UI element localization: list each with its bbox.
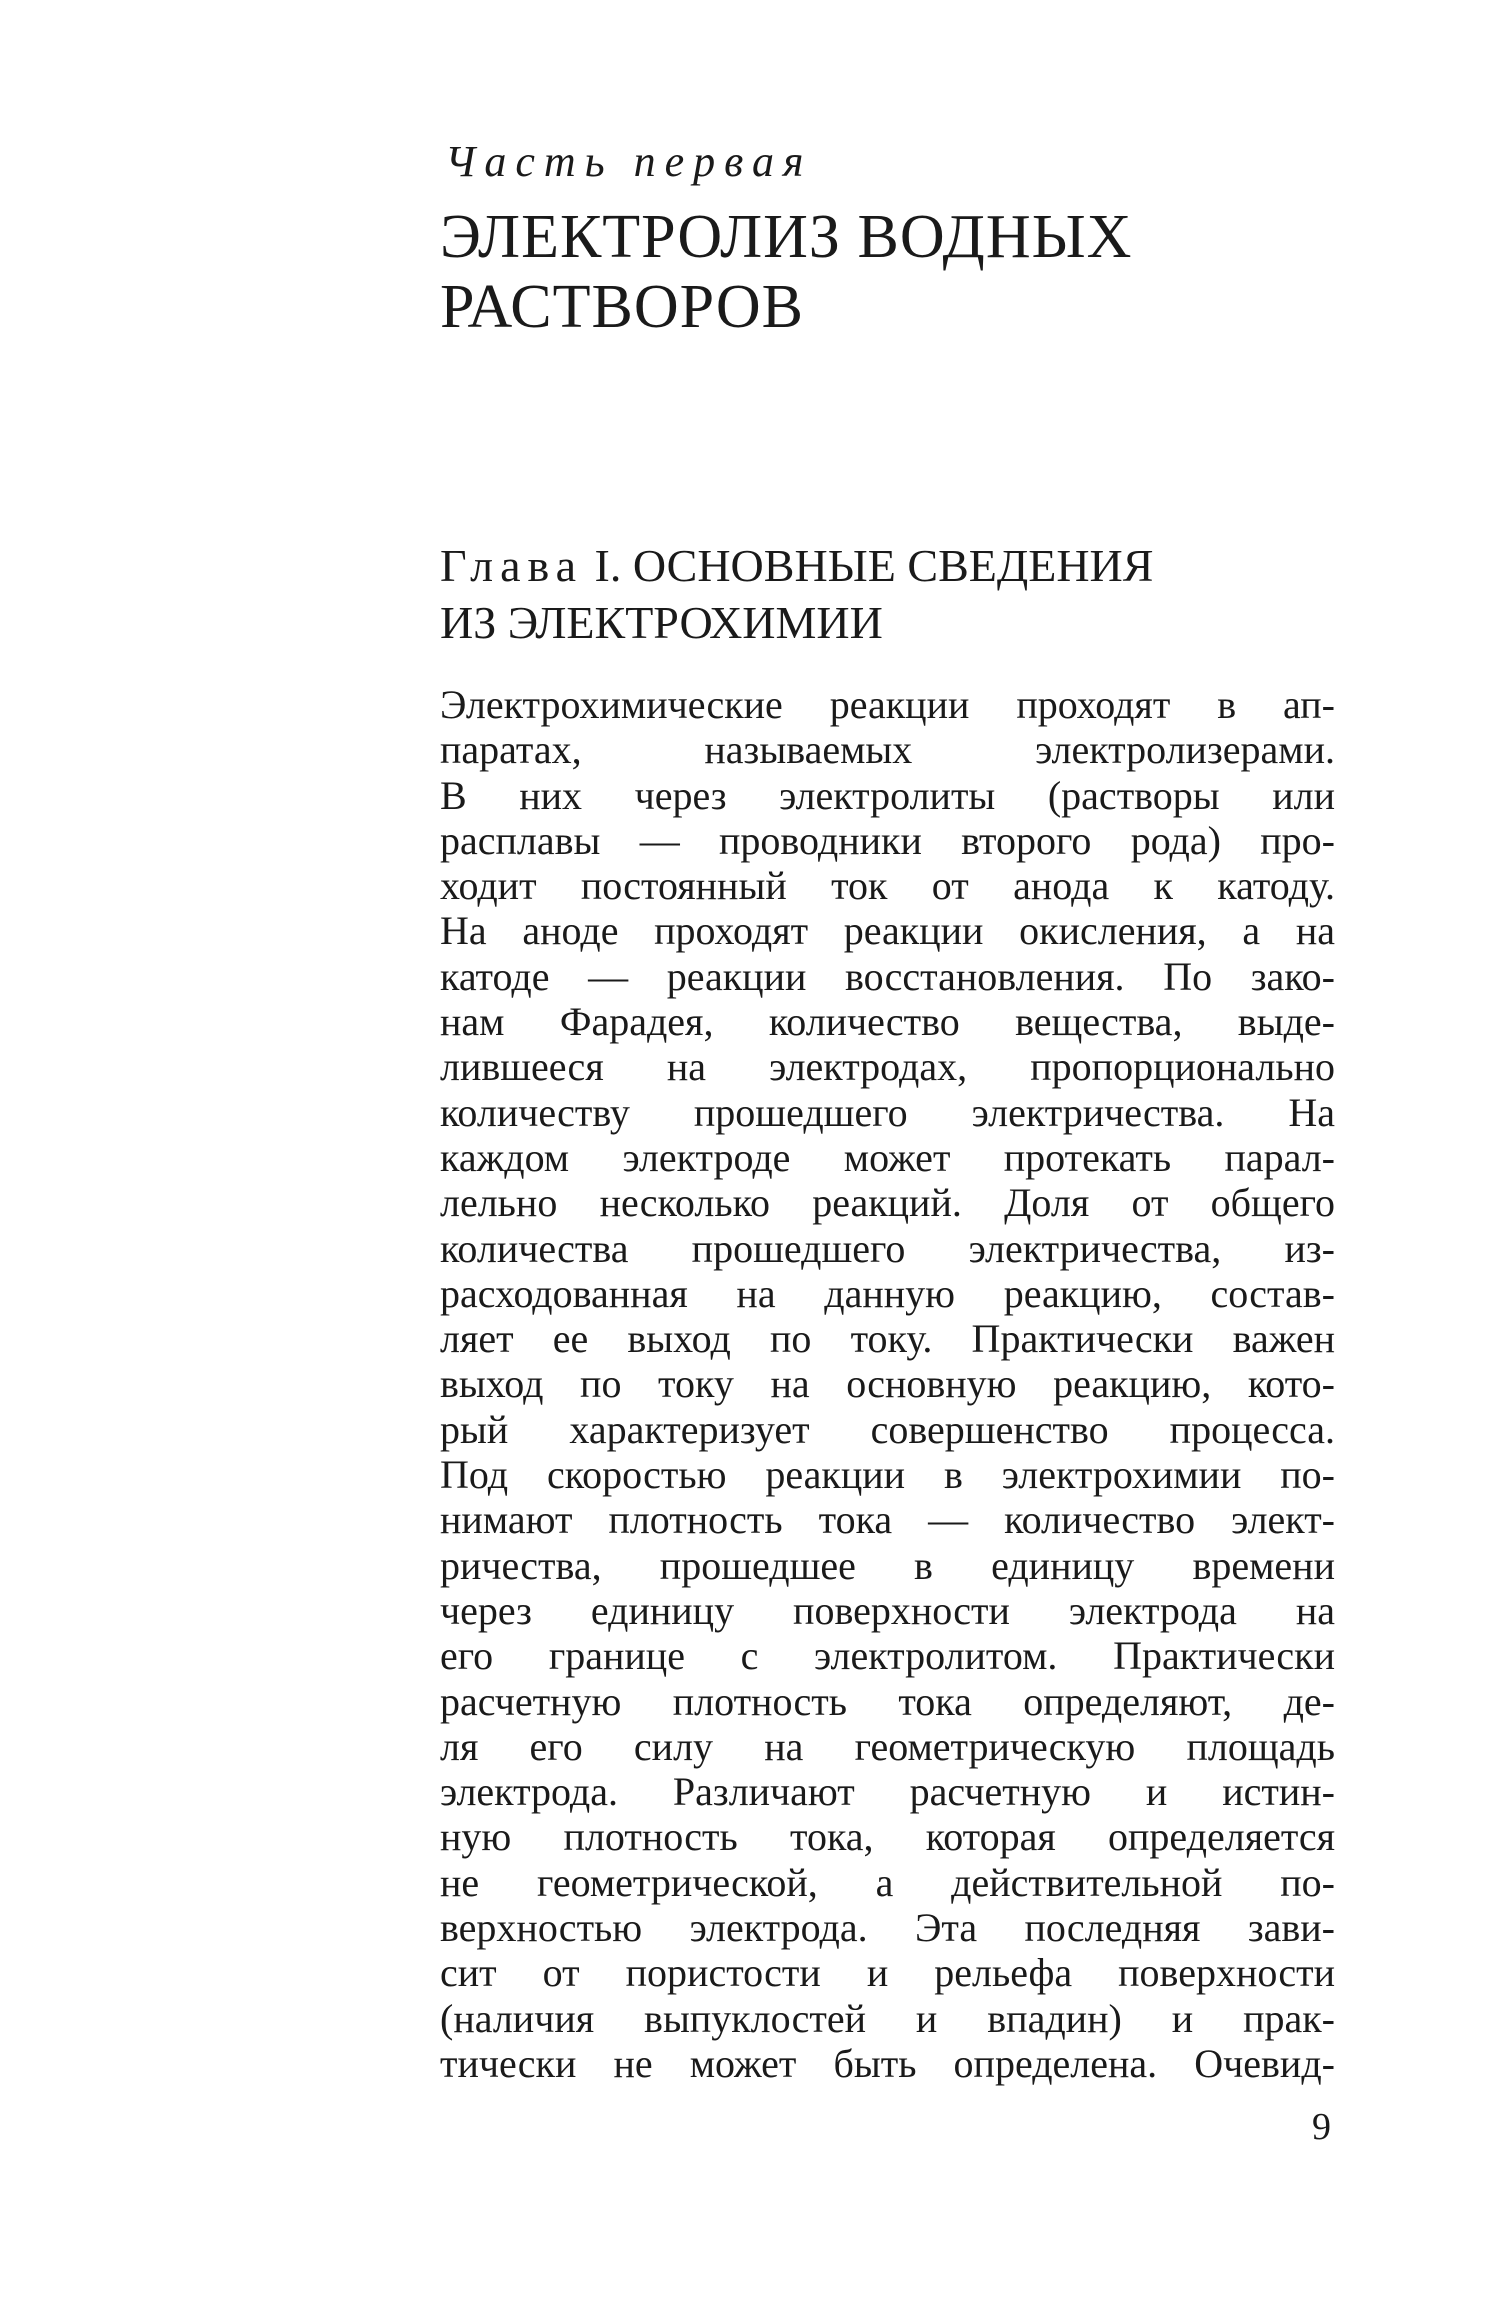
text-line: ходит постоянный ток от анода к катоду. — [440, 863, 1335, 909]
text-line: (наличия выпуклостей и впадин) и прак- — [440, 1995, 1335, 2041]
text-line: расходованная на данную реакцию, состав- — [440, 1270, 1335, 1316]
page-number: 9 — [1312, 2106, 1331, 2148]
text-line: расплавы — проводники второго рода) про- — [440, 817, 1335, 863]
part-title — [440, 202, 1340, 342]
text-line: Под скоростью реакции в электрохимии по- — [440, 1452, 1335, 1498]
text-line: ричества, прошедшее в единицу времени — [440, 1542, 1335, 1588]
text-line: ляет ее выход по току. Практически важен — [440, 1316, 1335, 1362]
text-line: каждом электроде может протекать парал- — [440, 1134, 1335, 1180]
chapter-title-line-2: ИЗ ЭЛЕКТРОХИМИИ — [440, 597, 883, 649]
chapter-word: Глава — [440, 540, 584, 591]
part-label: Часть первая — [445, 137, 813, 186]
text-line: не геометрической, а действительной по- — [440, 1859, 1335, 1905]
text-line: рый характеризует совершенство процесса. — [440, 1406, 1335, 1452]
text-line: Электрохимические реакции проходят в ап- — [440, 682, 1335, 727]
text-line: верхностью электрода. Эта последняя зави- — [440, 1905, 1335, 1951]
text-line: количества прошедшего электричества, из- — [440, 1225, 1335, 1271]
chapter-number-and-title: I. ОСНОВНЫЕ СВЕДЕНИЯ — [594, 540, 1154, 591]
text-line: количеству прошедшего электричества. На — [440, 1089, 1335, 1135]
chapter-title — [440, 537, 1340, 651]
text-line: паратах, называемых электролизерами. — [440, 727, 1335, 773]
text-line: через единицу поверхности электрода на — [440, 1587, 1335, 1633]
text-line: выход по току на основную реакцию, кото- — [440, 1361, 1335, 1407]
text-line: его границе с электролитом. Практически — [440, 1633, 1335, 1679]
text-line: ля его силу на геометрическую площадь — [440, 1723, 1335, 1769]
text-line: нимают плотность тока — количество элект- — [440, 1497, 1335, 1543]
text-line: электрода. Различают расчетную и истин- — [440, 1769, 1335, 1815]
text-line: лельно несколько реакций. Доля от общего — [440, 1180, 1335, 1226]
text-line: расчетную плотность тока определяют, де- — [440, 1678, 1335, 1724]
text-line: тически не может быть определена. Очевид- — [440, 2040, 1335, 2086]
part-title-line-1: ЭЛЕКТРОЛИЗ ВОДНЫХ — [440, 203, 1133, 271]
body-paragraph — [440, 682, 1335, 2086]
text-line: нам Фарадея, количество вещества, выде- — [440, 999, 1335, 1045]
text-line: На аноде проходят реакции окисления, а на — [440, 908, 1335, 954]
text-line: ную плотность тока, которая определяется — [440, 1814, 1335, 1860]
text-line: лившееся на электродах, пропорционально — [440, 1044, 1335, 1090]
text-line: катоде — реакции восстановления. По зако- — [440, 953, 1335, 999]
part-title-line-2: РАСТВОРОВ — [440, 273, 804, 342]
text-line: В них через электролиты (растворы или — [440, 772, 1335, 818]
text-line: сит от пористости и рельефа поверхности — [440, 1950, 1335, 1996]
